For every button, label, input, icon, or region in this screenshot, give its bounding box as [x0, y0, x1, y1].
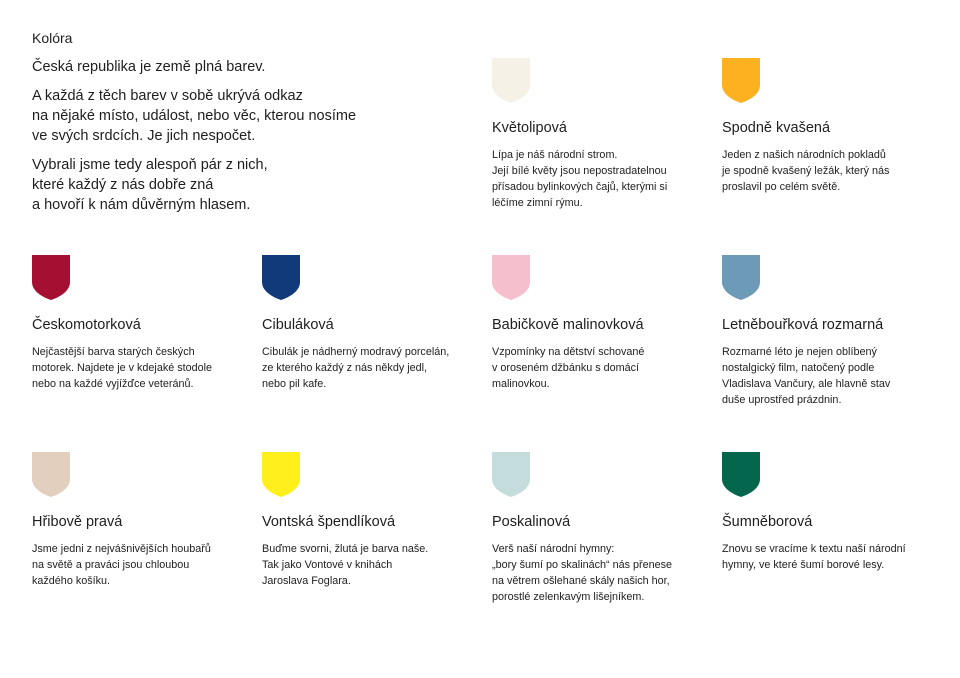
color-description: Vzpomínky na dětství schované v oroseném džbánku s domácí malinovkou. — [492, 346, 645, 390]
shield-icon — [722, 255, 760, 300]
intro-paragraph-3: Vybrali jsme tedy alespoň pár z nich, které každý z nás dobře zná a hovoří k nám důvěrným hlasem. — [32, 157, 268, 213]
brand-name: Kolóra — [32, 30, 73, 46]
shield-icon — [262, 255, 300, 300]
color-card-hribove-prava — [32, 452, 252, 589]
color-description: Lípa je náš národní strom. Její bílé květy jsou nepostradatelnou přísadou bylinkových čajů, kterými si léčíme zimní rýmu. — [492, 149, 668, 209]
color-name: Českomotorková — [32, 317, 141, 333]
color-description: Jsme jedni z nejvášnivějších houbařů na světě a praváci jsou chloubou každého košíku. — [32, 543, 211, 587]
color-name: Babičkově malinovková — [492, 317, 644, 333]
color-description: Znovu se vracíme k textu naší národní hymny, ve které šumí borové lesy. — [722, 543, 906, 571]
color-name: Šumněborová — [722, 514, 813, 530]
color-name: Vontská špendlíková — [262, 514, 396, 530]
color-card-sumneborova — [722, 452, 942, 573]
color-description: Rozmarné léto je nejen oblíbený nostalgický film, natočený podle Vladislava Vančury, ale hlavně stav duše uprostřed prázdnin. — [722, 346, 891, 406]
intro-paragraph-1: Česká republika je země plná barev. — [32, 59, 266, 75]
color-description: Nejčastější barva starých českých motorek. Najdete je v kdejaké stodole nebo na každé vyjížďce veteránů. — [32, 346, 213, 390]
shield-icon — [262, 452, 300, 497]
shield-icon — [722, 452, 760, 497]
intro-text — [32, 30, 412, 224]
color-card-babickove-malinovkova — [492, 255, 712, 392]
color-name: Spodně kvašená — [722, 120, 831, 136]
color-card-ceskomotorkova — [32, 255, 252, 392]
color-card-poskalinova — [492, 452, 712, 605]
shield-icon — [492, 452, 530, 497]
color-card-vontska-spendlikova — [262, 452, 482, 589]
color-name: Poskalinová — [492, 514, 571, 530]
color-name: Květolipová — [492, 120, 567, 136]
color-description: Verš naší národní hymny: „bory šumí po skalinách“ nás přenese na větrem ošlehané skály našich hor, porostlé zelenkavým lišejníkem. — [492, 543, 673, 603]
shield-icon — [32, 452, 70, 497]
shield-icon — [492, 58, 530, 103]
color-description: Buďme svorni, žlutá je barva naše. Tak jako Vontové v knihách Jaroslava Foglara. — [262, 543, 429, 587]
color-card-kvetolipova — [492, 58, 712, 211]
color-card-spodne-kvasena — [722, 58, 942, 195]
shield-icon — [722, 58, 760, 103]
color-name: Letněbouřková rozmarná — [722, 317, 884, 333]
color-name: Hřibově pravá — [32, 514, 123, 530]
color-name: Cibuláková — [262, 317, 334, 333]
shield-icon — [32, 255, 70, 300]
color-card-letnebourkova-rozmarna — [722, 255, 942, 408]
intro-paragraph-2: A každá z těch barev v sobě ukrývá odkaz na nějaké místo, událost, nebo věc, kterou nosíme ve svých srdcích. Je jich nespočet. — [32, 88, 357, 144]
shield-icon — [492, 255, 530, 300]
color-description: Jeden z našich národních pokladů je spodně kvašený ležák, který nás proslavil po celém světě. — [722, 149, 890, 193]
color-description: Cibulák je nádherný modravý porcelán, ze kterého každý z nás někdy jedl, nebo pil kafe. — [262, 346, 450, 390]
color-card-cibulakova — [262, 255, 482, 392]
